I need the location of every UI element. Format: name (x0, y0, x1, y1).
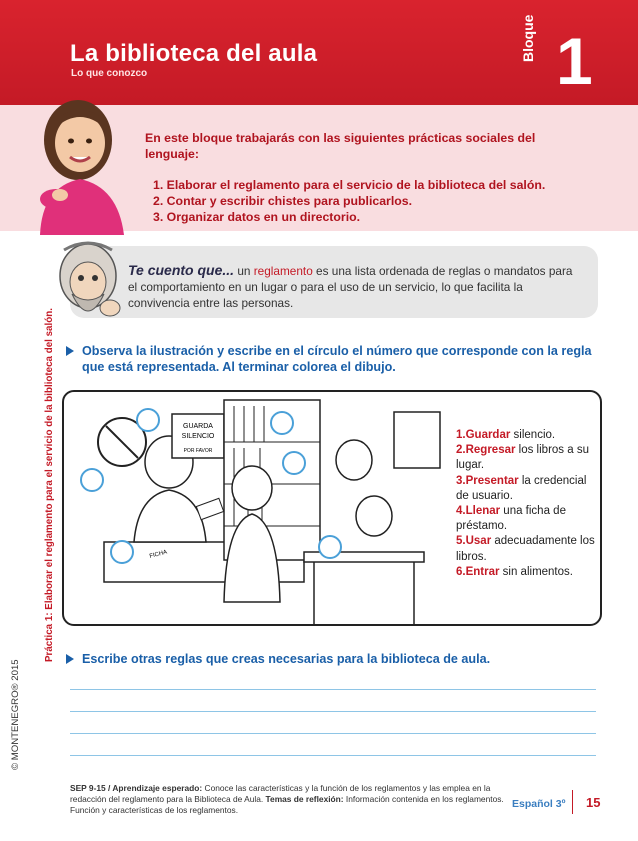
cuento-heading: Te cuento que... (128, 262, 235, 278)
page-divider (572, 790, 573, 814)
rule-verb: Entrar (465, 565, 500, 578)
side-practice-label: Práctica 1: Elaborar el reglamento para el servicio de la biblioteca del salón. (44, 308, 55, 662)
page-title: La biblioteca del aula (70, 40, 318, 67)
sign-text: GUARDA (183, 423, 213, 430)
rule-text: adecuadamente los libros. (456, 535, 595, 563)
writing-line[interactable] (70, 689, 596, 690)
writing-line[interactable] (70, 733, 596, 734)
rule-verb: Llenar (465, 505, 501, 518)
answer-circle[interactable] (110, 540, 134, 564)
bullet-icon (66, 654, 74, 664)
bloque-number: 1 (556, 24, 593, 98)
sep-label: SEP 9-15 / Aprendizaje esperado: (70, 783, 203, 793)
sep-text: Conoce las características y la función de los reglamentos y las emplea en la redacción del reglamento para la Biblioteca de Aula. (70, 783, 491, 804)
answer-circle[interactable] (136, 408, 160, 432)
rule-verb: Usar (465, 535, 492, 548)
rule-text: sin alimentos. (499, 565, 573, 578)
cuento-body: es una lista ordenada de reglas o mandatos para el comportamiento en un lugar o para el uso de un servicio, lo que facilita la convivencia entre las personas. (128, 264, 573, 310)
rule-text: una ficha de préstamo. (456, 505, 566, 533)
rule-number: 3. (456, 474, 466, 487)
rule-number: 4. (456, 505, 466, 518)
rule-text: silencio. (510, 429, 556, 441)
rule-item (456, 474, 596, 504)
temas-label: Temas de reflexión: (265, 794, 344, 804)
rule-item (456, 428, 596, 443)
rule-number: 6. (456, 565, 466, 578)
rule-text: los libros a su lugar. (456, 444, 589, 472)
answer-circle[interactable] (318, 535, 342, 559)
sign-small: POR FAVOR (183, 448, 213, 454)
rule-item (456, 443, 596, 473)
practice-item: 2. Contar y escribir chistes para publicarlos. (153, 194, 413, 208)
rule-text: la credencial de usuario. (456, 474, 587, 502)
instruction-write: Escribe otras reglas que creas necesarias para la biblioteca de aula. (82, 652, 491, 666)
answer-circle[interactable] (282, 451, 306, 475)
answer-circle[interactable] (270, 411, 294, 435)
rule-verb: Presentar (465, 474, 519, 487)
sign-text: SILENCIO (181, 433, 215, 440)
ficha-text: FICHA (148, 549, 168, 560)
book-name: Español 3º (512, 798, 566, 810)
rules-list (456, 428, 596, 580)
rule-number: 5. (456, 535, 466, 548)
rule-item (456, 534, 596, 564)
instruction-observe: Observa la ilustración y escribe en el círculo el número que corresponde con la regla que está representada. Al terminar colorea el dibujo. (82, 344, 592, 374)
bullet-icon (66, 346, 74, 356)
page-subtitle: Lo que conozco (71, 68, 148, 79)
rule-item (456, 504, 596, 534)
quijote-illustration (48, 236, 128, 332)
rule-verb: Guardar (465, 429, 511, 441)
intro-text: En este bloque trabajarás con las siguientes prácticas sociales del lenguaje: (145, 131, 536, 161)
rule-verb: Regresar (465, 444, 516, 457)
girl-illustration (20, 95, 138, 235)
rule-item (456, 565, 596, 580)
cuento-term: reglamento (253, 264, 313, 278)
cuento-text (128, 262, 583, 311)
writing-line[interactable] (70, 755, 596, 756)
answer-circle[interactable] (80, 468, 104, 492)
bloque-label: Bloque (520, 14, 536, 62)
page-number: 15 (586, 795, 601, 810)
practice-item: 1. Elaborar el reglamento para el servicio de la biblioteca del salón. (153, 178, 546, 192)
writing-line[interactable] (70, 711, 596, 712)
rule-number: 1. (456, 429, 466, 441)
footer-text (70, 783, 510, 816)
practice-list (153, 177, 545, 225)
practice-item: 3. Organizar datos en un directorio. (153, 210, 361, 224)
temas-text: Información contenida en los reglamentos. Función y características de los reglamentos. (70, 794, 504, 815)
rule-number: 2. (456, 444, 466, 457)
copyright: © MONTENEGRO® 2015 (10, 659, 21, 770)
cuento-pre: un (234, 264, 254, 278)
